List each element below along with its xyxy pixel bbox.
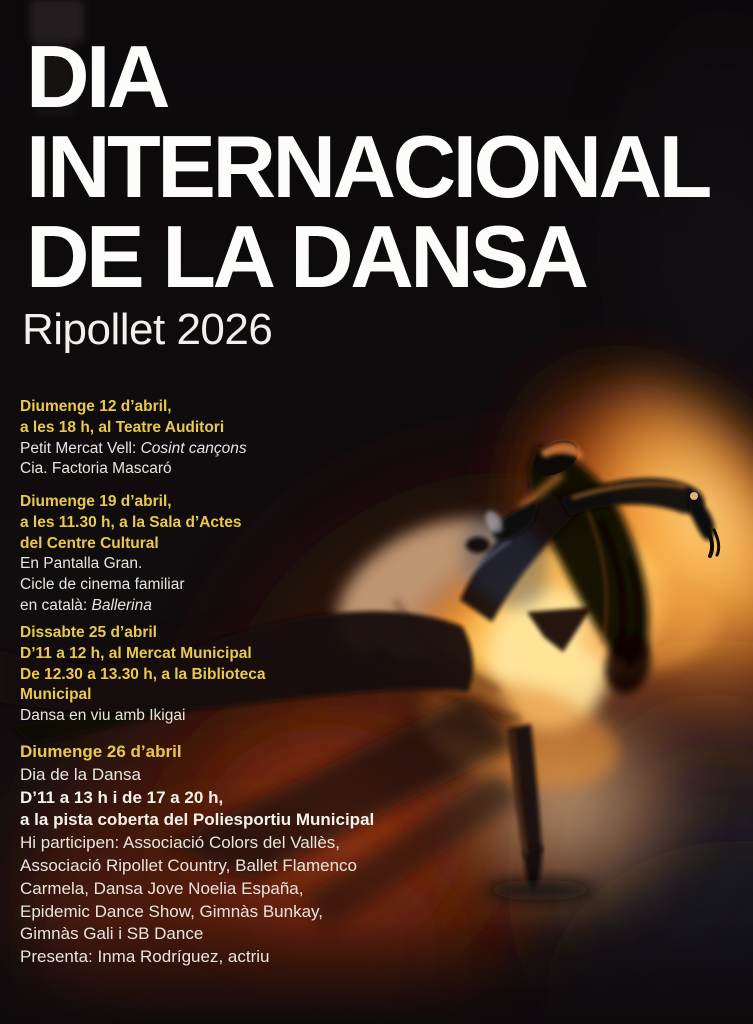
event-block-april-25: [20, 623, 520, 727]
title-line-1: DIA: [26, 27, 168, 126]
event-text: D’11 a 12 h, al Mercat Municipal: [20, 644, 252, 662]
event-line: [20, 741, 520, 764]
event-line: [20, 459, 520, 480]
event-text: del Centre Cultural: [20, 534, 159, 552]
event-line: [20, 418, 520, 439]
poster-subtitle: Ripollet 2026: [22, 305, 273, 354]
event-text: Diumenge 12 d’abril,: [20, 398, 172, 415]
event-text: Dansa en viu amb Ikigai: [20, 707, 186, 725]
event-block-april-12: [20, 397, 520, 480]
title-line-2: INTERNACIONAL: [26, 117, 709, 216]
event-text: Diumenge 19 d’abril,: [20, 493, 172, 510]
poster-title: [26, 27, 709, 306]
event-text: Cia. Factoria Mascaró: [20, 460, 172, 478]
event-line: [20, 492, 520, 513]
event-line: [20, 397, 520, 418]
event-line: [20, 923, 520, 946]
event-text: Hi participen: Associació Colors del Vallès,: [20, 833, 340, 853]
event-line: [20, 832, 520, 855]
event-text: a les 11.30 h, a la Sala d’Actes: [20, 513, 242, 531]
event-line: [20, 534, 520, 555]
event-text: Epidemic Dance Show, Gimnàs Bunkay,: [20, 901, 323, 921]
event-text: Municipal: [20, 686, 92, 704]
event-line: [20, 855, 520, 878]
title-line-3: DE LA DANSA: [26, 207, 586, 306]
event-text: Carmela, Dansa Jove Noelia España,: [20, 878, 304, 898]
event-line: [20, 685, 520, 706]
event-line: [20, 575, 520, 596]
event-text: Ballerina: [91, 596, 152, 614]
event-text: Cosint cançons: [140, 439, 247, 457]
event-line: [20, 706, 520, 727]
event-text: Associació Ripollet Country, Ballet Flamenco: [20, 855, 357, 875]
event-line: [20, 554, 520, 575]
event-text: Cicle de cinema familiar: [20, 576, 185, 594]
event-text: a la pista coberta del Poliesportiu Municipal: [20, 810, 375, 830]
event-block-april-19: [20, 492, 520, 617]
event-text: Petit Mercat Vell:: [20, 439, 141, 457]
event-line: [20, 513, 520, 534]
event-text: De 12.30 a 13.30 h, a la Biblioteca: [20, 665, 266, 683]
event-line: [20, 764, 520, 787]
event-text: Presenta: Inma Rodríguez, actriu: [20, 947, 270, 967]
event-text: a les 18 h, al Teatre Auditori: [20, 418, 225, 436]
event-line: [20, 878, 520, 901]
event-text: D’11 a 13 h i de 17 a 20 h,: [20, 787, 224, 807]
event-text: Dia de la Dansa: [20, 764, 141, 784]
event-text: En Pantalla Gran.: [20, 555, 143, 573]
event-block-april-26: [20, 741, 520, 969]
event-line: [20, 787, 520, 810]
event-line: [20, 946, 520, 969]
event-line: [20, 439, 520, 460]
event-text: Dissabte 25 d’abril: [20, 624, 157, 641]
event-line: [20, 809, 520, 832]
event-line: [20, 644, 520, 665]
event-line: [20, 901, 520, 924]
event-text: en català:: [20, 596, 92, 614]
event-line: [20, 596, 520, 617]
event-line: [20, 665, 520, 686]
event-line: [20, 623, 520, 644]
poster-header: [26, 27, 709, 306]
event-text: Diumenge 26 d’abril: [20, 742, 182, 761]
event-text: Gimnàs Gali i SB Dance: [20, 924, 204, 944]
